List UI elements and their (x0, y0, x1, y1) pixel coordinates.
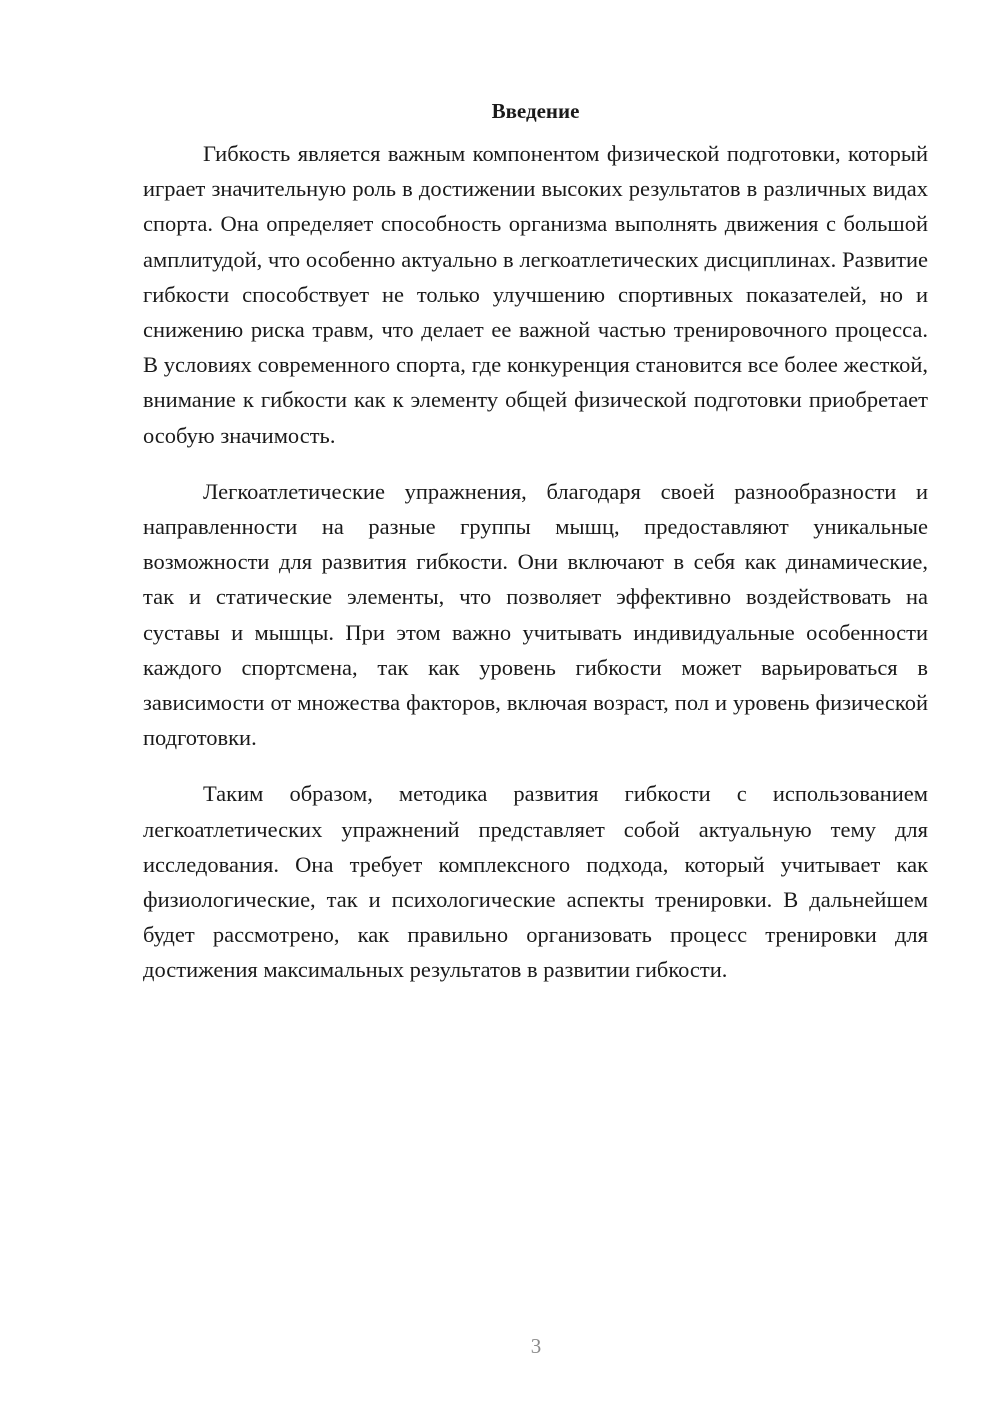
page-number: 3 (530, 1334, 542, 1358)
paragraph-1: Гибкость является важным компонентом физической подготовки, который играет значительную роль в достижении высоких результатов в различных видах спорта. Она определяет способность организма выполнять движения с большой амплитудой, что особенно актуально в легкоатлетических дисциплинах. Развитие гибкости способствует не только улучшению спортивных показателей, но и снижению риска травм, что делает ее важной частью тренировочного процесса. В условиях современного спорта, где конкуренция становится все более жесткой, внимание к гибкости как к элементу общей физической подготовки приобретает особую значимость. (143, 141, 928, 448)
paragraph-3: Таким образом, методика развития гибкости с использованием легкоатлетических упражнений представляет собой актуальную тему для исследования. Она требует комплексного подхода, который учитывает как физиологические, так и психологические аспекты тренировки. В дальнейшем будет рассмотрено, как правильно организовать процесс тренировки для достижения максимальных результатов в развитии гибкости. (143, 781, 928, 983)
paragraph-2: Легкоатлетические упражнения, благодаря своей разнообразности и направленности на разные группы мышц, предоставляют уникальные возможности для развития гибкости. Они включают в себя как динамические, так и статические элементы, что позволяет эффективно воздействовать на суставы и мышцы. При этом важно учитывать индивидуальные особенности каждого спортсмена, так как уровень гибкости может варьироваться в зависимости от множества факторов, включая возраст, пол и уровень физической подготовки. (143, 478, 928, 751)
page-content (143, 96, 928, 988)
section-title: Введение (491, 99, 580, 123)
